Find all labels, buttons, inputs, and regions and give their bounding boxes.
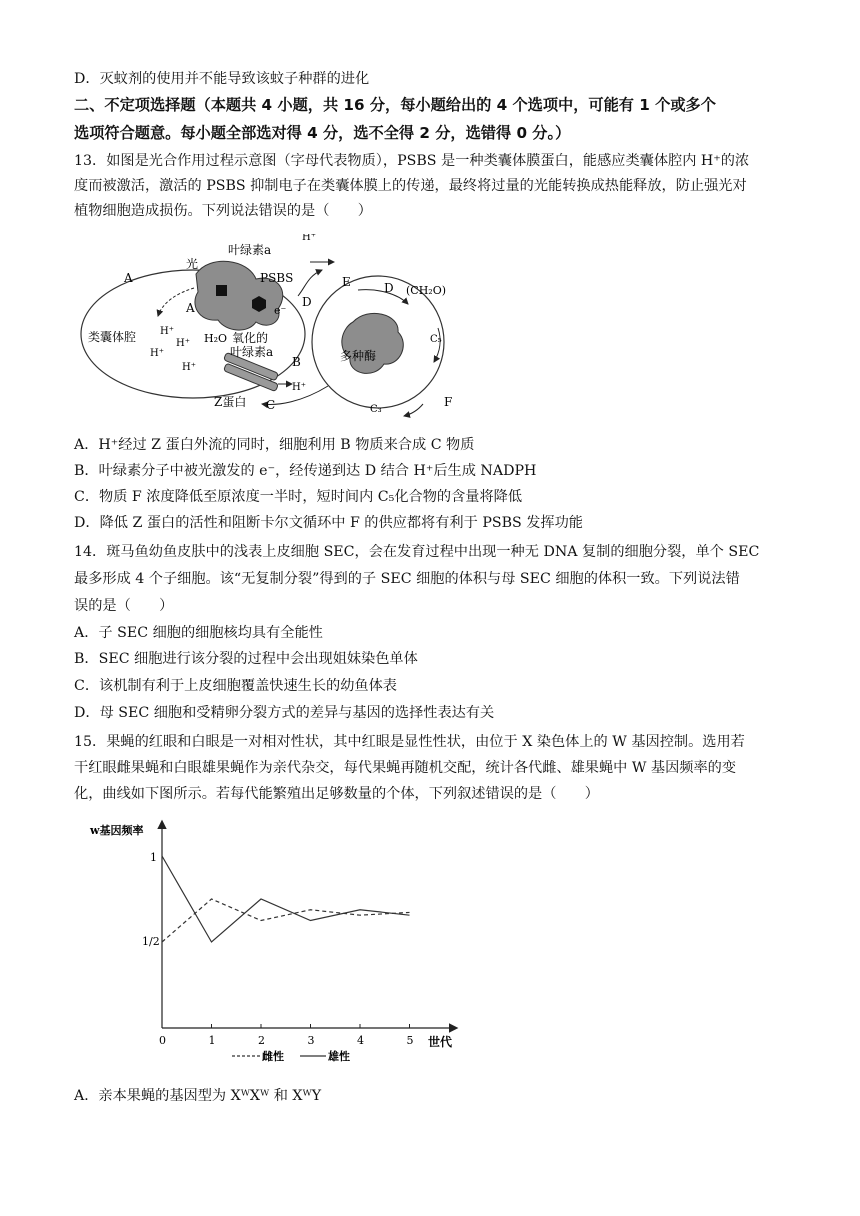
section-heading-line2: 选项符合题意。每小题全部选对得 4 分，选不全得 2 分，选错得 0 分。）	[74, 124, 571, 142]
label-enzymes: 多种酶	[340, 349, 377, 363]
label-e: E	[342, 275, 351, 289]
label-a-1: A	[124, 271, 133, 285]
label-oxidized-2: 叶绿素a	[230, 345, 274, 359]
q13-stem-1: 13．如图是光合作用过程示意图（字母代表物质），PSBS 是一种类囊体膜蛋白，能感应类囊体腔内 H⁺的浓	[74, 153, 750, 169]
label-f: F	[444, 395, 453, 409]
x-tick-label: 5	[406, 1034, 414, 1047]
q14-stem-2: 最多形成 4 个子细胞。该“无复制分裂”得到的子 SEC 细胞的体积与母 SEC 细胞的体积一致。下列说法错	[74, 571, 740, 587]
q13-stem-3: 植物细胞造成损伤。下列说法错误的是（ ）	[74, 203, 372, 219]
label-psbs: PSBS	[260, 271, 294, 285]
label-c-1: C	[266, 398, 276, 412]
label-h-plus-4: H⁺	[182, 362, 196, 373]
q14-option-d: D．母 SEC 细胞和受精卵分裂方式的差异与基因的选择性表达有关	[74, 705, 495, 721]
x-tick-label: 1	[208, 1034, 216, 1047]
label-h-plus-2: H⁺	[176, 338, 190, 349]
q14-option-b: B．SEC 细胞进行该分裂的过程中会出现姐妹染色单体	[74, 651, 418, 667]
label-light: 光	[186, 257, 199, 271]
label-d-2: D	[384, 281, 394, 295]
label-oxidized: 氧化的	[232, 331, 269, 345]
label-h-plus-3: H⁺	[150, 348, 164, 359]
q15-option-a: A．亲本果蝇的基因型为 XᵂXᵂ 和 XᵂY	[74, 1088, 322, 1104]
label-a-2: A	[186, 301, 195, 315]
q14-option-c: C．该机制有利于上皮细胞覆盖快速生长的幼鱼体表	[74, 678, 397, 694]
label-h-plus-6: H⁺	[292, 382, 306, 393]
q15-stem-1: 15．果蝇的红眼和白眼是一对相对性状，其中红眼是显性性状，由位于 X 染色体上的 W 基因控制。选用若	[74, 734, 745, 750]
label-b: B	[292, 355, 301, 369]
label-h-plus-1: H⁺	[160, 326, 174, 337]
x-tick-label: 4	[357, 1034, 364, 1047]
w-gene-frequency-chart	[82, 818, 482, 1074]
q13-option-c: C．物质 F 浓度降低至原浓度一半时，短时间内 C₅化合物的含量将降低	[74, 489, 523, 505]
y-tick-1: 1	[150, 851, 157, 864]
q15-stem-2: 干红眼雌果蝇和白眼雄果蝇作为亲代杂交，每代果蝇再随机交配，统计各代雌、雄果蝇中 W 基因频率的变	[74, 760, 737, 776]
q14-stem-3: 误的是（ ）	[74, 598, 174, 614]
series-line-male	[162, 856, 410, 942]
photosynthesis-diagram	[78, 234, 478, 424]
label-h2o: H₂O	[204, 332, 228, 345]
section-heading-line1: 二、不定项选择题（本题共 4 小题，共 16 分，每小题给出的 4 个选项中，可能有 1 个或多个	[74, 96, 716, 114]
q13-option-b: B．叶绿素分子中被光激发的 e⁻，经传递到达 D 结合 H⁺后生成 NADPH	[74, 463, 537, 479]
y-axis-label: w基因频率	[90, 824, 144, 837]
label-d-1: D	[302, 295, 312, 309]
label-c3: C₃	[370, 404, 382, 415]
x-tick-label: 3	[307, 1034, 315, 1047]
label-chlorophyll: 叶绿素a	[228, 243, 272, 257]
q13-option-d: D．降低 Z 蛋白的活性和阻断卡尔文循环中 F 的供应都将有利于 PSBS 发挥功能	[74, 515, 583, 531]
label-ch2o: (CH₂O)	[406, 284, 447, 297]
q14-option-a: A．子 SEC 细胞的细胞核均具有全能性	[74, 625, 323, 641]
legend-female: 雌性	[262, 1050, 284, 1063]
label-lumen: 类囊体腔	[88, 330, 137, 344]
square-marker	[216, 285, 227, 296]
q14-stem-1: 14．斑马鱼幼鱼皮肤中的浅表上皮细胞 SEC，会在发育过程中出现一种无 DNA 复制的细胞分裂，单个 SEC	[74, 544, 760, 560]
label-h-plus-5: H⁺	[302, 234, 316, 243]
q12-option-d: D．灭蚊剂的使用并不能导致该蚊子种群的进化	[74, 71, 370, 87]
label-z-protein: Z蛋白	[214, 395, 247, 409]
q13-option-a: A．H⁺经过 Z 蛋白外流的同时，细胞利用 B 物质来合成 C 物质	[74, 437, 475, 453]
x-axis-label: 世代	[428, 1035, 453, 1049]
y-tick-half: 1/2	[142, 935, 160, 948]
legend-male: 雄性	[328, 1050, 350, 1063]
label-electron: e⁻	[274, 304, 287, 317]
x-tick-label: 0	[159, 1034, 166, 1047]
label-c5: C₅	[430, 334, 442, 345]
x-tick-label: 2	[258, 1034, 265, 1047]
q15-stem-3: 化，曲线如下图所示。若每代能繁殖出足够数量的个体，下列叙述错误的是（ ）	[74, 786, 599, 802]
q13-stem-2: 度而被激活，激活的 PSBS 抑制电子在类囊体膜上的传递，最终将过量的光能转换成热能释放，防止强光对	[74, 178, 747, 194]
